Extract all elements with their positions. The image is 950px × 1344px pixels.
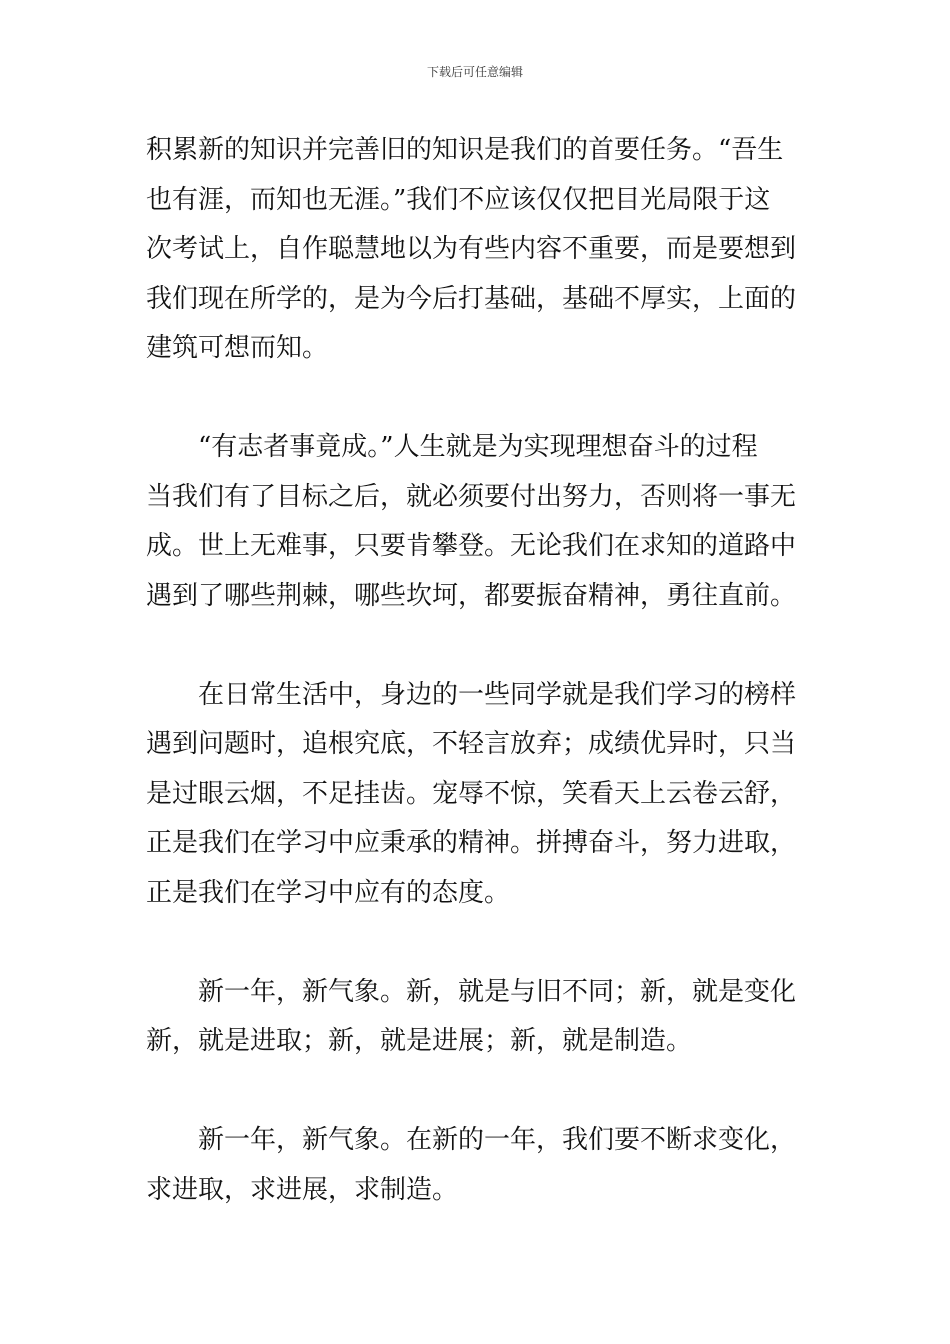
text-line: 遇到问题时，追根究底，不轻言放弃；成绩优异时，只当 bbox=[146, 729, 797, 759]
text-line: 新，就是进取；新，就是进展；新，就是制造。 bbox=[146, 1026, 693, 1056]
text-line: 在日常生活中，身边的一些同学就是我们学习的榜样 bbox=[198, 679, 797, 710]
paragraph-spacer bbox=[146, 918, 826, 968]
text-line: 成。世上无难事，只要肯攀登。无论我们在求知的道路中 bbox=[146, 531, 797, 561]
text-line: 正是我们在学习中应有的态度。 bbox=[146, 877, 511, 908]
document-body bbox=[146, 126, 826, 1215]
text-line: 求进取，求进展，求制造。 bbox=[146, 1174, 459, 1205]
text-line: 遇到了哪些荆棘，哪些坎坷，都要振奋精神，勇往直前。 bbox=[146, 580, 797, 611]
paragraph-spacer bbox=[146, 621, 826, 671]
text-line: 新一年，新气象。新，就是与旧不同；新，就是变化 bbox=[198, 976, 797, 1007]
text-line: 是过眼云烟，不足挂齿。宠辱不惊，笑看天上云卷云舒， bbox=[146, 778, 797, 809]
text-line: 新一年，新气象。在新的一年，我们要不断求变化， bbox=[198, 1125, 797, 1155]
paragraph-3 bbox=[146, 671, 826, 919]
paragraph-2 bbox=[146, 423, 826, 621]
text-line: 次考试上，自作聪慧地以为有些内容不重要，而是要想到 bbox=[146, 234, 797, 264]
text-line: 也有涯，而知也无涯。”我们不应该仅仅把目光局限于这 bbox=[146, 184, 771, 215]
paragraph-5 bbox=[146, 1116, 826, 1215]
text-line: 正是我们在学习中应秉承的精神。拼搏奋斗，努力进取， bbox=[146, 828, 797, 858]
text-line: 建筑可想而知。 bbox=[146, 333, 329, 363]
page-header: 下载后可任意编辑 bbox=[426, 65, 523, 79]
text-line: 积累新的知识并完善旧的知识是我们的首要任务。“吾生 bbox=[146, 135, 784, 165]
paragraph-4 bbox=[146, 968, 826, 1067]
text-line: “有志者事竟成。”人生就是为实现理想奋斗的过程 bbox=[198, 432, 758, 462]
paragraph-spacer bbox=[146, 374, 826, 424]
text-line: 当我们有了目标之后，就必须要付出努力，否则将一事无 bbox=[146, 481, 797, 512]
paragraph-1 bbox=[146, 126, 826, 374]
paragraph-spacer bbox=[146, 1067, 826, 1117]
text-line: 我们现在所学的，是为今后打基础，基础不厚实，上面的 bbox=[146, 283, 797, 314]
